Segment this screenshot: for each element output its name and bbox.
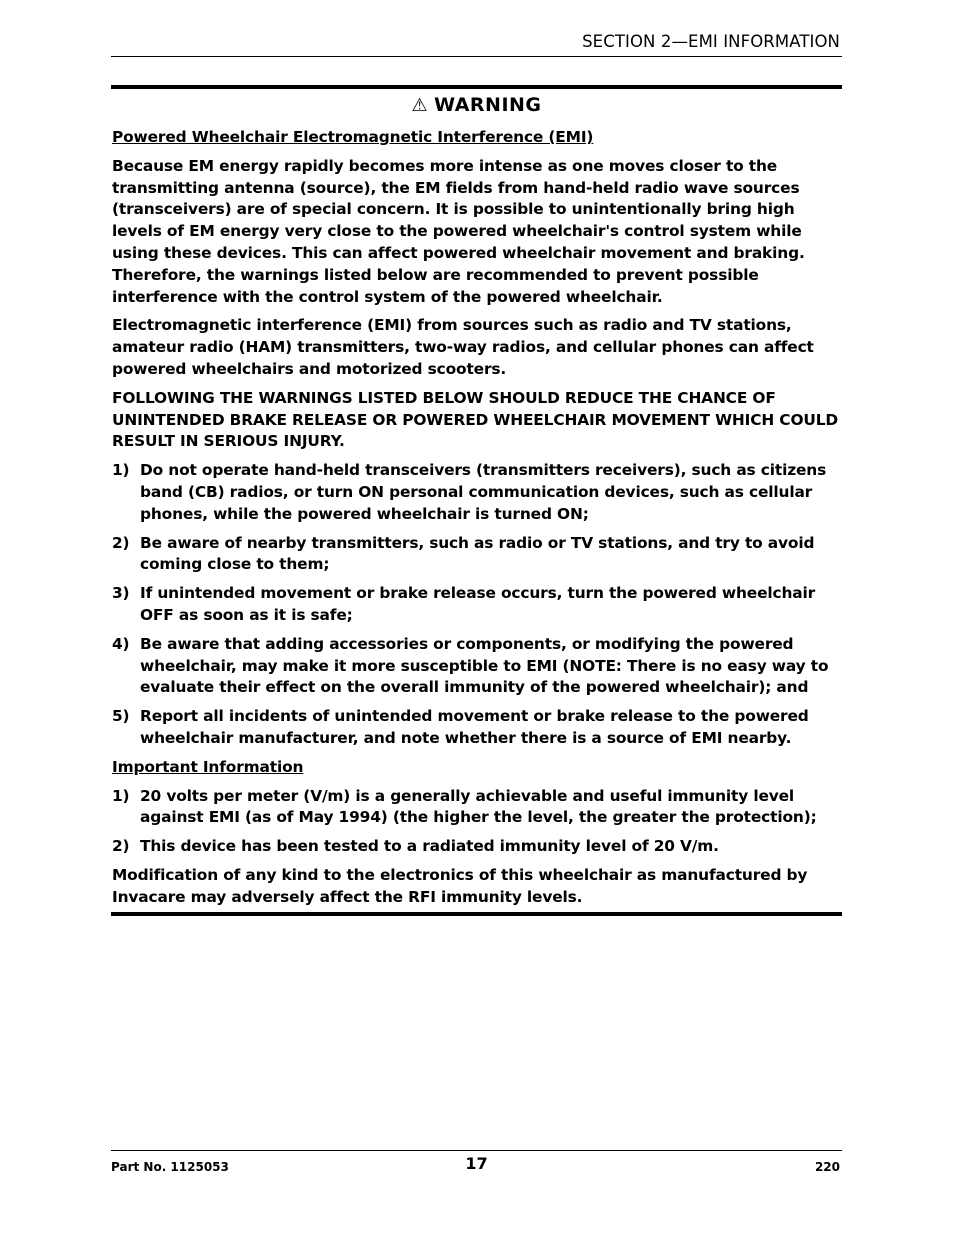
list-text: Do not operate hand-held transceivers (transmitters receivers), such as citizens band (CB) radios, or turn ON personal communication devices, such as cellular phones, while the powered wheelchair is turned ON;: [140, 461, 827, 523]
list-number: 4): [112, 634, 130, 653]
list-number: 5): [112, 707, 130, 726]
document-code: 220: [814, 1160, 840, 1174]
emi-paragraph: Electromagnetic interference (EMI) from sources such as radio and TV stations, amateur radio (HAM) transmitters, two-way radios, and cellular phones can affect powered wheelchairs and motorized scooters.: [112, 316, 814, 378]
list-text: Be aware that adding accessories or components, or modifying the powered wheelchair, may make it more susceptible to EMI (NOTE: There is no easy way to evaluate their effect on the overall immunity of the powered wheelchair); and: [140, 634, 829, 697]
page-header: [111, 30, 842, 57]
warning-list-item: [112, 583, 847, 627]
list-text: If unintended movement or brake release occurs, turn the powered wheelchair OFF as soon as it is safe;: [140, 584, 816, 624]
list-number: 1): [112, 461, 130, 480]
page-number: 17: [465, 1154, 488, 1173]
list-text: Be aware of nearby transmitters, such as radio or TV stations, and try to avoid coming close to them;: [140, 533, 815, 574]
warning-bottom-rule: [111, 912, 842, 916]
warning-list-item: [112, 706, 847, 750]
warning-triangle-icon: ⚠: [411, 95, 429, 116]
warning-list-item: [112, 634, 847, 699]
warning-top-rule: [111, 85, 842, 89]
important-info-heading: Important Information: [112, 757, 304, 776]
list-number: 1): [112, 786, 130, 805]
info-list-item: [112, 786, 847, 830]
info-list-item: [112, 836, 847, 858]
list-number: 3): [112, 584, 130, 603]
list-text: This device has been tested to a radiated immunity level of 20 V/m.: [140, 837, 719, 856]
emi-paragraph: Because EM energy rapidly becomes more intense as one moves closer to the transmitting antenna (source), the EM fields from hand-held radio wave sources (transceivers) are of special concern. It is possible to unintentionally bring high levels of EM energy very close to the powered wheelchair's control system while using these devices. This can affect powered wheelchair movement and braking. Therefore, the warnings listed below are recommended to prevent possible interference with the control system of the powered wheelchair.: [112, 156, 805, 306]
closing-paragraph: Modification of any kind to the electronics of this wheelchair as manufactured by Invacare may adversely affect the RFI immunity levels.: [112, 865, 808, 906]
list-text: Report all incidents of unintended movement or brake release to the powered wheelchair manufacturer, and note whether there is a source of EMI nearby.: [140, 707, 809, 747]
part-number: Part No. 1125053: [111, 1160, 229, 1174]
warning-list-item: [112, 533, 847, 577]
list-number: 2): [112, 533, 130, 552]
page-footer: [111, 1150, 842, 1181]
section-title: SECTION 2—EMI INFORMATION: [582, 32, 840, 51]
list-text: 20 volts per meter (V/m) is a generally achievable and useful immunity level against EMI (as of May 1994) (the higher the level, the greater the protection);: [140, 786, 817, 827]
warning-body: [112, 127, 847, 916]
list-number: 2): [112, 837, 130, 856]
warning-heading: [111, 94, 842, 116]
emi-heading: Powered Wheelchair Electromagnetic Interference (EMI): [112, 128, 594, 146]
warning-list-item: [112, 460, 847, 525]
warning-title-text: WARNING: [434, 94, 542, 116]
emi-caps-warning: FOLLOWING THE WARNINGS LISTED BELOW SHOULD REDUCE THE CHANCE OF UNINTENDED BRAKE RELEASE OR POWERED WHEELCHAIR MOVEMENT WHICH COULD RESULT IN SERIOUS INJURY.: [112, 388, 839, 451]
